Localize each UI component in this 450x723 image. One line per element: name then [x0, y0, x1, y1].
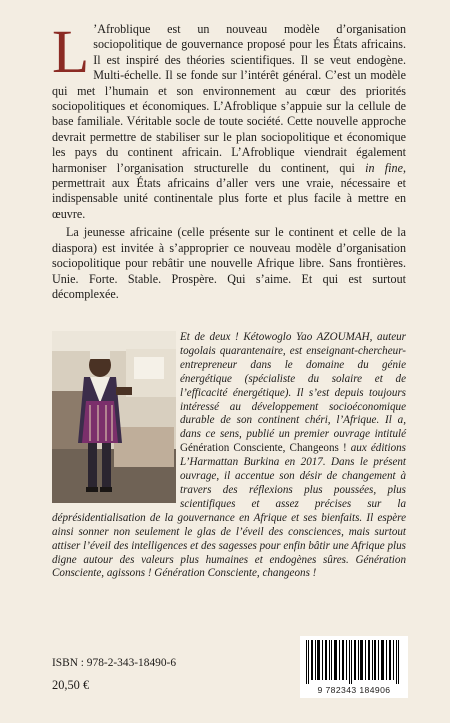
- drop-cap: L: [52, 19, 90, 86]
- barcode-bars: [304, 640, 404, 684]
- blurb-text-1: ’Afroblique est un nouveau modèle d’organisation sociopolitique de gouvernance proposé pour les États africains. Il est inspiré des théories scientifiques. Il se veut endogène. Multi-échelle. Il se fonde sur l’intérêt général. C’est un modèle qui met l’humain et son environnement au cœur des priorités sociopolitiques et économiques. L’Afroblique s’appuie sur la cellule de base familiale. Véritable socle de toute société. Cette nouvelle approche devrait permettre de stabiliser sur le plan sociopolitique et économique les pays du continent africain. L’Afroblique viendrait également harmoniser l’organisation structurelle du continent, qui: [52, 22, 406, 175]
- blurb-text-1-end: , permettrait aux États africains d’aller vers une vraie, nécessaire et indispensable unité continentale plus forte et plus facile à mettre en œuvre.: [52, 160, 406, 221]
- bio-text-2: aux éditions L’Harmattan Burkina en 2017. Dans le présent ouvrage, il accentue son désir de changement à travers des réflexions plus poussées, plus scientifiques et assez précises sur la déprésidentialisation de la gouvernance en Afrique et ses bienfaits. Il espère ainsi sonner non seulement le glas de l’éveil des consciences, mais surtout attiser l’éveil des intelligences et des sagesses pour enfin bâtir une Afrique plus digne autour des valeurs plus humaines et endogènes sûres. Génération Consciente, agissons ! Génération Consciente, changeons !: [52, 442, 406, 580]
- blurb-italic-phrase: in fine: [365, 160, 403, 175]
- barcode: [300, 636, 408, 698]
- blurb-paragraph-2: La jeunesse africaine (celle présente sur le continent et celle de la diaspora) est invitée à s’approprier ce nouveau modèle d’organisation sociopolitique pour rebâtir une nouvelle Afrique libre. Sans frontières. Unie. Forte. Stable. Prospère. Qui s’aime. Et qui est surtout décomplexée.: [52, 225, 406, 301]
- isbn-label: ISBN : 978-2-343-18490-6: [52, 657, 177, 669]
- blurb-paragraph-1: [52, 19, 406, 222]
- bio-book-title: Génération Consciente, Changeons !: [180, 442, 347, 455]
- barcode-number: 9 782343 184906: [317, 685, 391, 695]
- author-bio: [52, 331, 406, 581]
- blurb: [52, 19, 406, 302]
- bio-text-1: Et de deux ! Kétowoglo Yao AZOUMAH, auteur togolais quarantenaire, est enseignant-chercheur-entrepreneur dans le domaine du génie énergétique (spécialiste du solaire et de l’efficacité énergétique). Il s’est depuis toujours intéressé au développement socioéconomique durable de son continent chéri, l’Afrique. Il a, dans ce sens, publié un premier ouvrage intitulé: [180, 331, 406, 441]
- photo-spacer: [52, 331, 180, 506]
- price-label: 20,50 €: [52, 678, 90, 692]
